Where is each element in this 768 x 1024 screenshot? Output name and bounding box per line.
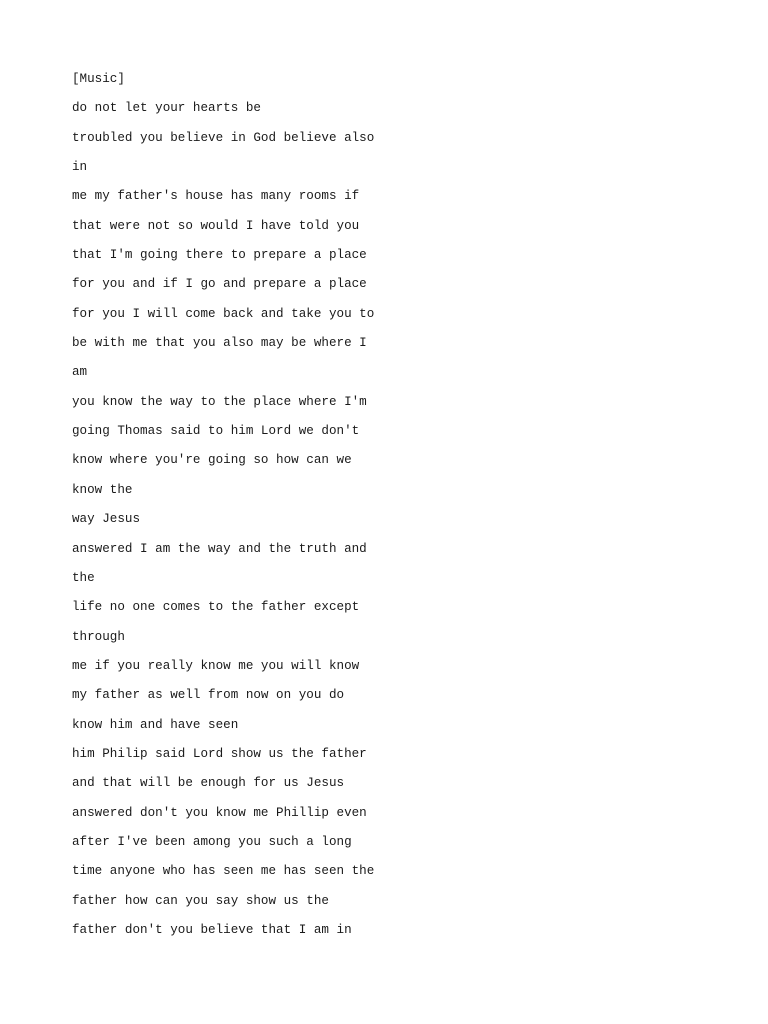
transcript-line: the <box>72 570 95 585</box>
transcript-line: know where you're going so how can we <box>72 453 352 468</box>
transcript-line: life no one comes to the father except <box>72 600 360 615</box>
transcript-text <box>72 65 712 945</box>
transcript-line: for you I will come back and take you to <box>72 306 375 321</box>
transcript-line: be with me that you also may be where I <box>72 336 367 351</box>
transcript-line: father don't you believe that I am in <box>72 922 352 937</box>
transcript-line: me if you really know me you will know <box>72 658 360 673</box>
transcript-line: in <box>72 160 88 175</box>
transcript-line: answered I am the way and the truth and <box>72 541 367 556</box>
transcript-line: for you and if I go and prepare a place <box>72 277 367 292</box>
transcript-line: him Philip said Lord show us the father <box>72 746 367 761</box>
transcript-line: way Jesus <box>72 512 141 527</box>
transcript-line: troubled you believe in God believe also <box>72 130 375 145</box>
transcript-line: know the <box>72 482 133 497</box>
transcript-line: after I've been among you such a long <box>72 834 352 849</box>
transcript-line: going Thomas said to him Lord we don't <box>72 424 360 439</box>
transcript-line: that were not so would I have told you <box>72 218 360 233</box>
transcript-line: know him and have seen <box>72 717 239 732</box>
transcript-line: through <box>72 629 125 644</box>
transcript-line: me my father's house has many rooms if <box>72 189 360 204</box>
transcript-line: my father as well from now on you do <box>72 688 345 703</box>
transcript-line: do not let your hearts be <box>72 101 261 116</box>
transcript-line: father how can you say show us the <box>72 893 329 908</box>
transcript-line: time anyone who has seen me has seen the <box>72 864 375 879</box>
transcript-line: and that will be enough for us Jesus <box>72 776 345 791</box>
transcript-line: answered don't you know me Phillip even <box>72 805 367 820</box>
transcript-line: am <box>72 365 88 380</box>
transcript-line: [Music] <box>72 72 125 86</box>
transcript-line: that I'm going there to prepare a place <box>72 248 367 263</box>
transcript-line: you know the way to the place where I'm <box>72 394 367 409</box>
